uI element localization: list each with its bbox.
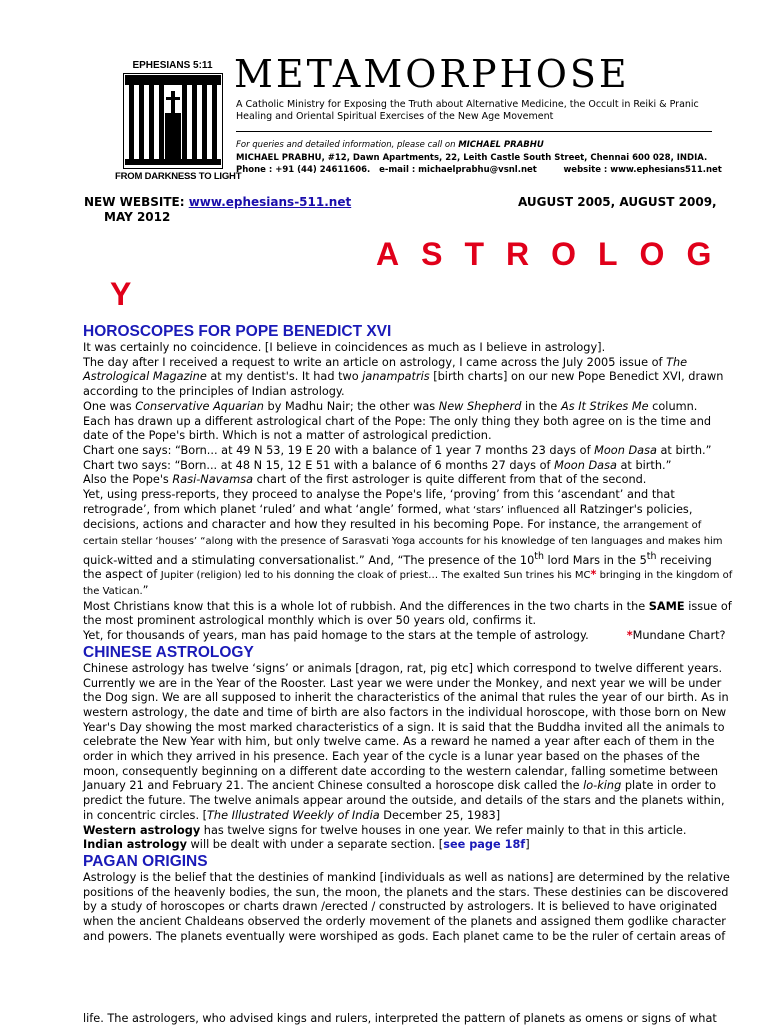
text-run: Conservative Aquarian xyxy=(135,399,264,413)
issue-dates-cont: MAY 2012 xyxy=(104,210,171,224)
paragraph: Astrology is the belief that the destinies of mankind [individuals as well as nations] are determined by the relative positions of the heavenly bodies, the sun, the moon, the planets and the stars. These destinies can be discovered by a study of horoscopes or charts drawn /erected / constructed by astrologers. It is believed to have originated when the ancient Chaldeans observed the orderly movement of the planets and assigned them godlike character and powers. The planets eventually were worshiped as gods. Each planet came to be the ruler of certain areas of xyxy=(83,870,730,943)
section-heading-chinese: CHINESE ASTROLOGY xyxy=(83,643,254,661)
section-heading-horoscopes: HOROSCOPES FOR POPE BENEDICT XVI xyxy=(83,323,392,340)
text-run: lo-king xyxy=(583,779,622,793)
section-heading-pagan: PAGAN ORIGINS xyxy=(83,852,208,870)
paragraph: It was certainly no coincidence. [I believe in coincidences as much as I believe in astrology]. xyxy=(83,341,606,354)
masthead-title: METAMORPHOSE xyxy=(234,52,630,96)
ministry-logo xyxy=(115,60,242,182)
text-run: receiving the aspect of xyxy=(83,553,712,582)
logo-gate-icon xyxy=(123,73,223,169)
text-run: New Shepherd xyxy=(438,399,522,413)
text-run: all Ratzinger's policies, decisions, actions and character and how they resulted in his becoming Pope. For instance, xyxy=(83,502,693,532)
text-run: Most Christians know that this is a whole lot of rubbish. And the differences in the two charts in the xyxy=(83,599,649,613)
text-run: by Madhu Nair; the other was xyxy=(263,399,439,413)
masthead-address: MICHAEL PRABHU, #12, Dawn Apartments, 22, Leith Castle South Street, Chennai 600 028, INDIA. xyxy=(236,153,708,163)
text-run: Chart one says: “Born... at 49 N 53, 19 E 20 with a balance of 1 year 7 months 23 days of xyxy=(83,443,595,457)
article-title: ASTROLOG xyxy=(376,236,734,272)
text-run: the arrangement of certain stellar ‘houses’ “along with the presence of Sarasvati Yoga accounts for his knowledge of ten languages and makes him xyxy=(83,520,723,548)
text-run: Chart two says: “Born... at 48 N 15, 12 E 51 with a balance of 6 months 27 days of xyxy=(83,458,555,472)
text-run: lord Mars in the 5 xyxy=(543,553,647,567)
logo-top-text: EPHESIANS 5:11 xyxy=(132,60,213,71)
footnote-asterisk: * xyxy=(590,568,597,582)
text-run: janampatris xyxy=(362,370,430,384)
text-run: Chinese astrology has twelve ‘signs’ or animals [dragon, rat, pig etc] which correspond to twelve different years. Currently we are in the Year of the Rooster. Last year we were under the Monkey, and next year we will be under the Dog sign. We are all supposed to inherit the characteristics of the animal that rules the year of our birth. As in western astrology, the date and time of birth are also factors in the individual horoscope, with those born on New Year's Day showing the most marked characteristics of a sign. It is said that the Buddha invited all the animals to celebrate the New Year with him, but only twelve came. As a reward he named a year after each of them in the order in which they arrived in his presence. Each year of the cycle is a lunar year based on the phases of the moon, consequently beginning on a different date according to the western calendar, falling sometime between January 21 and February 21. The ancient Chinese consulted a horoscope disk called the xyxy=(83,661,729,793)
paragraph xyxy=(83,600,733,629)
queries-text: For queries and detailed information, please call on xyxy=(236,140,459,150)
text-run: Indian astrology xyxy=(83,838,187,852)
paragraph xyxy=(83,444,733,459)
text-run: The Illustrated Weekly of India xyxy=(207,808,380,822)
superscript: th xyxy=(646,550,657,562)
text-run: Yet, using press-reports, they proceed to analyse the Pope's life, ‘proving’ from this ‘ascendant’ and that retrograde’, from which planet ‘ruled’ and what ‘angle’ formed, xyxy=(83,488,675,516)
masthead-contact: Phone : +91 (44) 24611606. e-mail : michaelprabhu@vsnl.net website : www.ephesians511.net xyxy=(236,165,722,175)
text-run: Jupiter (religion) led to his donning the cloak of priest… The exalted Sun trines his MC xyxy=(160,570,591,582)
masthead-subtitle: A Catholic Ministry for Exposing the Truth about Alternative Medicine, the Occult in Reiki & Pranic Healing and Oriental Spiritual Exercises of the New Age Movement xyxy=(236,99,699,122)
text-run: column. xyxy=(648,399,698,413)
text-run: issue of the most prominent astrological monthly which is over 50 years old, confirms it. xyxy=(83,599,732,628)
paragraph xyxy=(83,356,733,400)
article-body xyxy=(83,323,733,944)
text-run: ] xyxy=(525,838,530,852)
logo-bottom-text: FROM DARKNESS TO LIGHT xyxy=(115,171,242,182)
text-run: ” xyxy=(142,584,149,598)
paragraph xyxy=(83,824,733,839)
paragraph xyxy=(83,662,733,824)
text-run: Also the Pope's xyxy=(83,473,173,487)
text-run: Rasi-Navamsa xyxy=(172,473,254,487)
text-run: December 25, 1983] xyxy=(379,808,501,822)
masthead-queries xyxy=(236,140,544,150)
superscript: th xyxy=(534,550,544,562)
text-run: what ‘stars’ influenced xyxy=(445,504,560,516)
text-run: has twelve signs for twelve houses in one year. We refer mainly to that in this article. xyxy=(200,823,687,837)
text-run: Moon Dasa xyxy=(554,458,617,472)
text-run: chart of the first astrologer is quite different from that of the second. xyxy=(253,473,647,487)
website-link[interactable]: www.ephesians-511.net xyxy=(188,195,352,209)
paragraph xyxy=(83,488,733,600)
text-run: bringing in the kingdom of the Vatican. xyxy=(83,570,733,598)
text-run: Yet, for thousands of years, man has paid homage to the stars at the temple of astrology. xyxy=(83,629,589,643)
text-run: at my dentist's. It had two xyxy=(206,370,363,384)
text-run: at birth.” xyxy=(616,458,672,472)
page-reference-link[interactable]: see page 18f xyxy=(443,838,526,852)
article-title-tail: Y xyxy=(110,276,132,312)
text-run: quick-witted and a stimulating conversationalist.” And, “The presence of the 10 xyxy=(83,553,535,567)
text-run: As It Strikes Me xyxy=(560,399,649,413)
paragraph xyxy=(83,400,733,415)
paragraph xyxy=(83,473,733,488)
masthead-divider xyxy=(236,131,712,132)
text-run: at birth.” xyxy=(656,443,712,457)
text-run: One was xyxy=(83,399,136,413)
paragraph xyxy=(83,838,733,853)
text-run: SAME xyxy=(648,599,685,613)
text-run: in the xyxy=(521,399,561,413)
footnote-asterisk: * xyxy=(626,629,633,643)
text-run: The Astrological Magazine xyxy=(83,355,688,384)
next-page-line: life. The astrologers, who advised kings and rulers, interpreted the pattern of planets as omens or signs of what xyxy=(83,1012,717,1025)
text-run: The day after I received a request to write an article on astrology, I came across the July 2005 issue of xyxy=(83,355,667,369)
queries-name: MICHAEL PRABHU xyxy=(458,140,544,150)
footnote-text: Mundane Chart? xyxy=(632,629,726,643)
website-line xyxy=(84,195,351,209)
text-run: plate in order to predict the future. The twelve animals appear around the outside, and details of the stars and the planets within, in concentric circles. [ xyxy=(83,779,725,822)
paragraph: Each has drawn up a different astrological chart of the Pope: The only thing they both agree on is the time and date of the Pope's birth. Which is not a matter of astrological prediction. xyxy=(83,414,712,443)
text-run: will be dealt with under a separate section. [ xyxy=(186,838,444,852)
issue-dates: AUGUST 2005, AUGUST 2009, xyxy=(518,195,717,209)
text-run: [birth charts] on our new Pope Benedict XVI, drawn according to the principles of Indian astrology. xyxy=(83,370,724,399)
text-run: Western astrology xyxy=(83,823,201,837)
text-run: Moon Dasa xyxy=(594,443,657,457)
paragraph xyxy=(83,459,733,474)
paragraph xyxy=(83,629,733,644)
website-label: NEW WEBSITE: xyxy=(84,195,189,209)
